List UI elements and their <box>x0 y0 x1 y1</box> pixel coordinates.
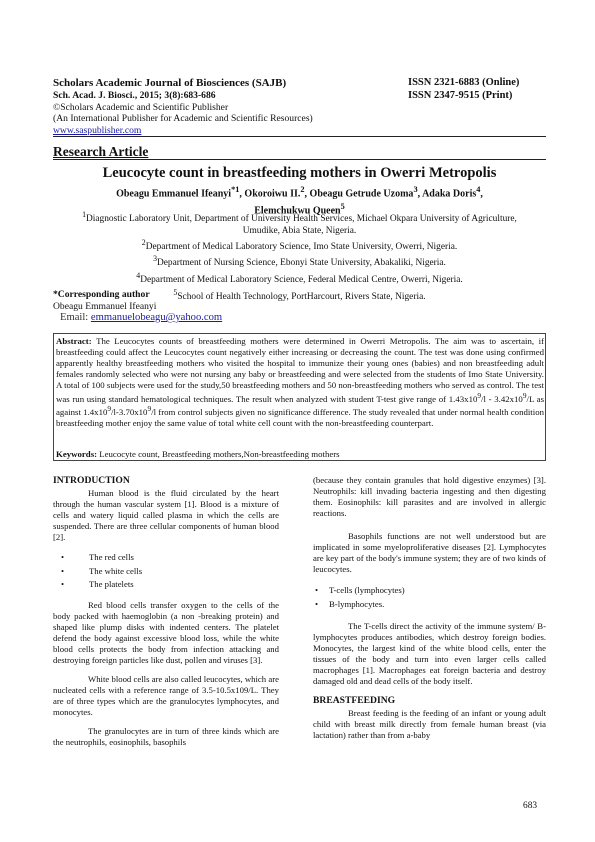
author-name: Elemchukwu Queen <box>254 205 341 217</box>
paragraph: The granulocytes are in turn of three kinds which are the neutrophils, eosinophils, basophils <box>53 725 279 747</box>
journal-name: Scholars Academic Journal of Biosciences (SAJB) <box>53 77 287 89</box>
page-number: 683 <box>523 801 538 811</box>
author-list: Obeagu Emmanuel Ifeanyi$^{*1}$, Okoroiwu II.$^2$, Obeagu Getrude Uzoma$^3$, Adaka Doris$^4$, Elemchukwu Queen$^5$ <box>116 185 483 217</box>
email-label: Email: <box>60 312 89 323</box>
issn-online: ISSN 2321-6883 (Online) <box>408 77 520 88</box>
author-name: Adaka Doris <box>422 188 477 200</box>
affiliation: $^3$Department of Nursing Science, Ebonyi State University, Abakaliki, Nigeria. <box>153 254 446 269</box>
body-column-right <box>313 475 546 749</box>
affiliation: $^4$Department of Medical Laboratory Science, Federal Medical Centre, Owerri, Nigeria. <box>136 271 463 286</box>
keywords-label: Keywords: <box>56 449 98 459</box>
article-type: Research Article <box>53 144 149 159</box>
author-name: Obeagu Emmanuel Ifeanyi <box>116 188 232 200</box>
email-line <box>60 312 222 323</box>
website-link[interactable]: www.saspublisher.com <box>53 124 142 136</box>
affiliation-cont: Umudike, Abia State, Nigeria. <box>242 225 357 236</box>
author-name: Obeagu Getrude Uzoma <box>309 188 414 200</box>
paragraph: Human blood is the fluid circulated by the heart through the human vascular system [1]. Blood is a mixture of cells and watery liquid called plasma in which the cells are suspended. There are three cellular components of human blood [2]. <box>53 488 279 542</box>
journal-header <box>53 76 393 136</box>
affiliation: $^5$School of Health Technology, PortHarcourt, Rivers State, Nigeria. <box>173 287 426 302</box>
body-column-left <box>53 475 279 756</box>
issn-print: ISSN 2347-9515 (Print) <box>408 90 513 101</box>
email-link[interactable]: emmanuelobeagu@yahoo.com <box>90 312 223 323</box>
section-heading-introduction: INTRODUCTION <box>53 475 130 486</box>
list-item: • The red cells <box>61 552 134 562</box>
paragraph: Basophils functions are not well understood but are implicated in some myeloproliferative diseases [2]. Lymphocytes are key part of the body's immune system; they are of two kinds of leucocytes. <box>313 531 546 574</box>
paragraph: White blood cells are also called leucocytes, which are nucleated cells with a reference range of 3.5-10.5x109/L. They are of three types which are the granulocytes lymphocytes, and monocytes. <box>53 673 279 717</box>
list-item: • The white cells <box>61 565 143 576</box>
paragraph: (because they contain granules that hold digestive enzymes) [3]. Neutrophils: kill invading bacteria ingesting and then digesting them. Eosinophils: kill parasites and are involved in allergic reactions. <box>313 475 546 518</box>
section-heading-breastfeeding: BREASTFEEDING <box>313 695 396 706</box>
citation: Sch. Acad. J. Biosci., 2015; 3(8):683-686 <box>53 90 216 101</box>
paragraph: Red blood cells transfer oxygen to the cells of the body packed with haemoglobin (a non -breaking protein) and shaped like plump disks with indented centers. The platelet defend the body against excessive blood loss, while the white blood cells protects the body from infection attacking and destroying foreign particles like dust, pollen and viruses [3]. <box>53 599 279 665</box>
corresponding-heading: *Corresponding author <box>53 289 150 300</box>
list-item: • The platelets <box>61 579 134 589</box>
abstract-label: Abstract: <box>56 336 92 346</box>
abstract: Abstract: The Leucocytes counts of breastfeeding mothers were determined in Owerri Metropolis. The aim was to ascertain, if breastfeeding could affect the Leucocytes count negatively either increasing or decreasing the count. The test was done using confirmed apparently healthy breastfeeding mothers who visited the hospital to immunize their young ones (babies) and non breastfeeding adult females randomly selected who were not nursing any baby or breastfeeding and were selected from the students of Imo State University. A total of 100 subjects were used for the study,50 breastfeeding mothers and 50 non-breastfeeding mothers who served as control. The test was run using standard hematological techniques. The result when analyzed with student T-test give range of $1.43x10^9/l - 3.42x10^9/L$ as against $1.4x10^9/l-3.70x10^9/l$ from control subjects given no significance difference. The study revealed that under normal health condition breastfeeding mother enjoy the same value of total white cell count with the non-breastfeeding counterpart. <box>56 336 544 429</box>
copyright: ©Scholars Academic and Scientific Publisher <box>53 101 229 113</box>
affiliation: $^2$Department of Medical Laboratory Science, Imo State University, Owerri, Nigeria. <box>141 237 458 253</box>
corresponding-name: Obeagu Emmanuel Ifeanyi <box>53 300 157 312</box>
article-title: Leucocyte count in breastfeeding mothers in Owerri Metropolis <box>102 165 497 181</box>
component-list <box>53 551 279 592</box>
paragraph: The T-cells direct the activity of the immune system/ B-lymphocytes produces antibodies, which destroy foreign bodies. Monocytes, the largest kind of the white blood cells, enter the tissues of the body and turn into even larger cells called macrophages [1]. Macrophages eat foreign bacteria and destroy damaged old and dead cells of the body itself. <box>313 621 546 686</box>
article-type-divider <box>53 159 546 160</box>
list-item: • B-lymphocytes. <box>315 599 385 609</box>
affiliation: $^1$Diagnostic Laboratory Unit, Department of University Health Services, Michael Okpara University of Agriculture, <box>82 210 517 225</box>
header-divider <box>53 136 546 137</box>
author-name: Okoroiwu II. <box>244 188 301 200</box>
lymphocyte-list <box>313 583 546 611</box>
publisher-note: (An International Publisher for Academic and Scientific Resources) <box>53 113 313 125</box>
paragraph: Breast feeding is the feeding of an infant or young adult child with breast milk directly from female human breast (via lactation) rather than from a-baby <box>313 708 546 740</box>
issn-block <box>408 76 558 102</box>
keywords: Keywords: Leucocyte count, Breastfeeding mothers,Non-breastfeeding mothers <box>56 449 340 459</box>
corresponding-author <box>53 289 156 312</box>
list-item: • T-cells (lymphocytes) <box>315 585 405 595</box>
